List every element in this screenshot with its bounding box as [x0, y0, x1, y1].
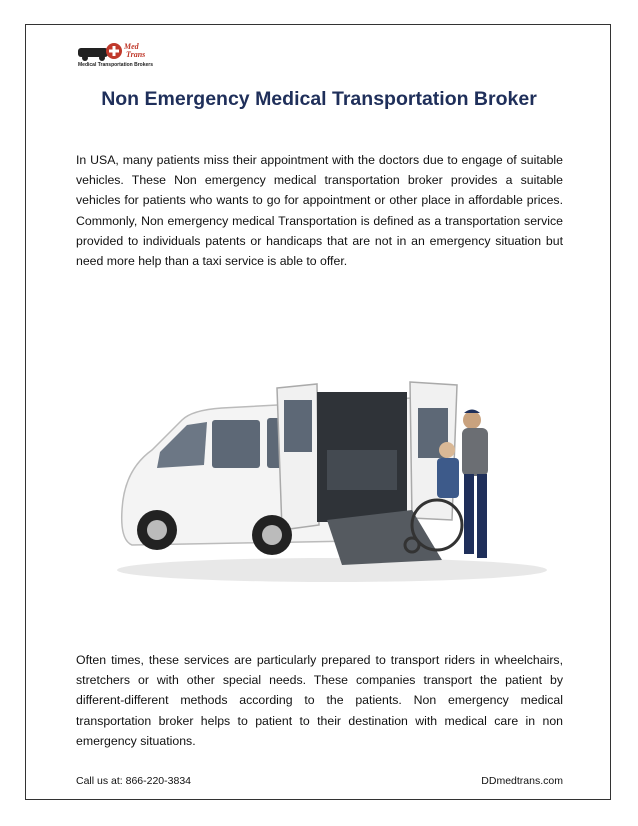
svg-text:Med: Med: [124, 42, 139, 51]
document-title: Non Emergency Medical Transportation Broker: [101, 88, 537, 110]
company-logo: [76, 40, 156, 68]
svg-text:Trans: Trans: [126, 50, 146, 59]
footer-phone: Call us at: 866-220-3834: [76, 775, 191, 787]
intro-paragraph: In USA, many patients miss their appointment with the doctors due to engage of suitable vehicles. These Non emergency medical transportation broker provides a suitable vehicles for patients who wants to go for appointment or other place in affordable prices. Commonly, Non emergency medical Transportation is defined as a transportation service provided to individuals patents or handicaps that are not in an emergency situation but need more help than a taxi service is able to offer.: [76, 153, 563, 269]
wheelchair-van-photo: [112, 370, 552, 590]
svg-text:Medical Transportation Brokers: Medical Transportation Brokers: [78, 62, 154, 68]
services-paragraph: Often times, these services are particularly prepared to transport riders in wheelchairs, stretchers or with other special needs. These companies transport the patient by different-different methods according to the patients. Non emergency medical transportation broker helps to patient to their destination with medical care in non emergency situations.: [76, 653, 563, 748]
footer-website[interactable]: DDmedtrans.com: [481, 775, 563, 787]
